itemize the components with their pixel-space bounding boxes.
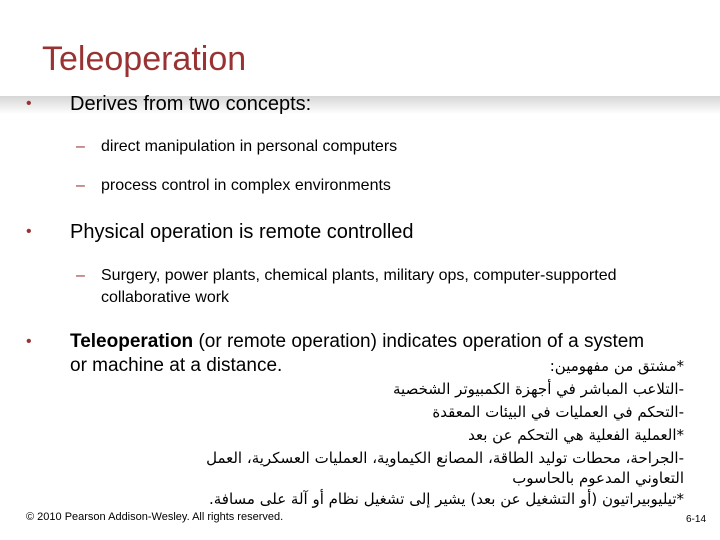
bullet-text: Physical operation is remote controlled	[70, 221, 414, 243]
slide-title: Teleoperation	[42, 40, 247, 78]
bullet-dot-icon: •	[26, 95, 32, 112]
bullet-dot-icon: •	[26, 333, 32, 350]
bold-term: Teleoperation	[70, 331, 194, 352]
bullet-dot-icon: •	[26, 223, 32, 240]
arabic-note-1: *مشتق من مفهومين:	[549, 357, 684, 375]
page-number: 6-14	[685, 514, 706, 525]
subitem-text: Surgery, power plants, chemical plants, military ops, computer-supported collaborative work	[101, 267, 617, 306]
definition-text: (or remote operation) indicates operation of a system	[193, 331, 645, 352]
copyright-footer: © 2010 Pearson Addison-Wesley. All rights reserved.	[26, 511, 284, 523]
arabic-note-4: *العملية الفعلية هي التحكم عن بعد	[468, 426, 684, 444]
arabic-note-5: -الجراحة، محطات توليد الطاقة، المصانع الكيماوية، العمليات العسكرية، العمل	[206, 449, 684, 467]
bullet-text	[70, 330, 644, 354]
continuation-text: or machine at a distance.	[70, 355, 283, 376]
dash-icon: –	[76, 267, 85, 284]
subitem-text: direct manipulation in personal computers	[101, 138, 398, 155]
dash-icon: –	[76, 138, 85, 155]
dash-icon: –	[76, 177, 85, 194]
bullet-text: Derives from two concepts:	[70, 93, 312, 115]
arabic-note-6: التعاوني المدعوم بالحاسوب	[512, 469, 684, 487]
arabic-note-7: *تيليوبيراتيون (أو التشغيل عن بعد) يشير إلى تشغيل نظام أو آلة على مسافة.	[209, 490, 684, 508]
arabic-note-2: -التلاعب المباشر في أجهزة الكمبيوتر الشخصية	[393, 380, 684, 398]
arabic-note-3: -التحكم في العمليات في البيئات المعقدة	[432, 403, 684, 421]
subitem-text: process control in complex environments	[101, 177, 391, 194]
